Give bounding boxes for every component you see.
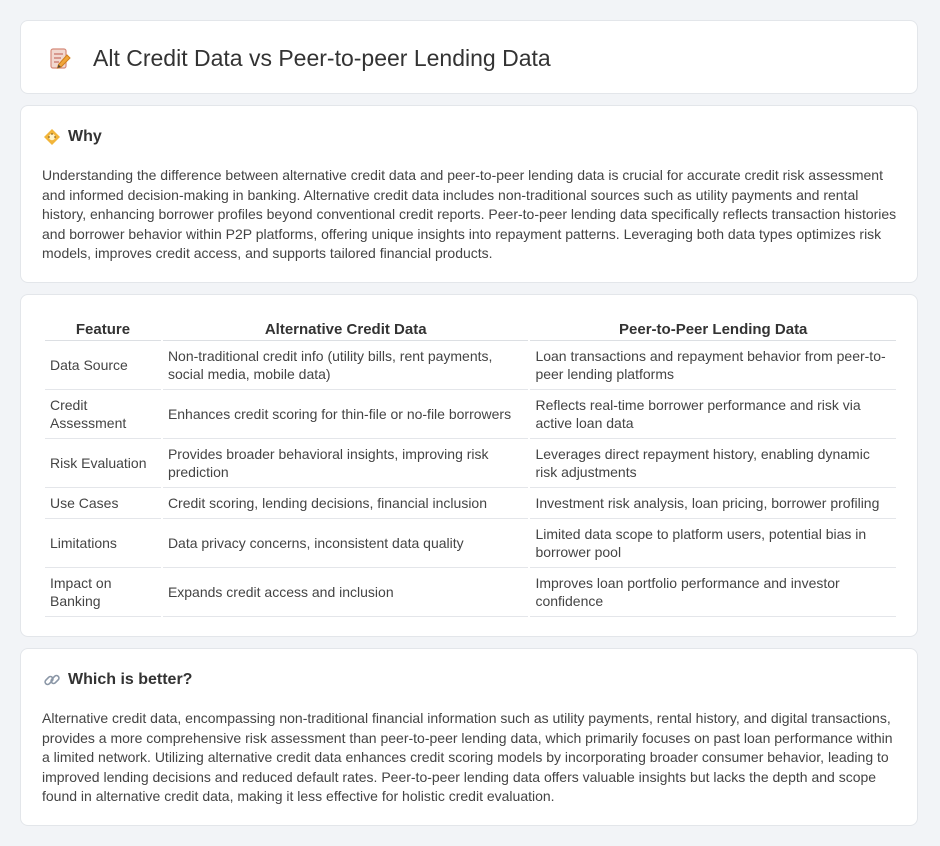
table-row [45,390,896,439]
table-row [45,519,896,568]
link-icon [43,671,61,689]
why-body: Understanding the difference between alternative credit data and peer-to-peer lending data is crucial for accurate credit risk assessment and informed decision-making in banking. Alternative credit data includes non-traditional sources such as utility payments and rental history, enhancing borrower profiles beyond conventional credit reports. Peer-to-peer lending data specifically reflects transaction histories and borrower behavior within P2P platforms, offering unique insights into repayment patterns. Leveraging both data types optimizes risk models, improves credit access, and supports tailored financial products. [42,167,897,262]
cell-feature: Risk Evaluation [45,439,161,488]
cell-feature: Limitations [45,519,161,568]
which-is-better-body: Alternative credit data, encompassing non-traditional financial information such as utility payments, rental history, and digital transactions, provides a more comprehensive risk assessment than peer-to-peer lending data, which primarily focuses on past loan performance within a limited network. Utilizing alternative credit data enhances credit scoring models by incorporating broader consumer behavior, leading to improved lending decisions and reduced default rates. Peer-to-peer lending data offers valuable insights but lacks the depth and scope found in alternative credit data, making it less effective for holistic credit evaluation. [42,710,893,805]
title-card [20,20,918,94]
cell-alternative: Credit scoring, lending decisions, financial inclusion [163,488,529,519]
why-section [20,105,918,283]
header-p2p-lending: Peer-to-Peer Lending Data [530,315,896,341]
cell-p2p: Leverages direct repayment history, enabling dynamic risk adjustments [530,439,896,488]
table-header-row [45,315,896,341]
comparison-table [43,315,898,617]
table-row [45,439,896,488]
cell-feature: Data Source [45,341,161,390]
bulb-icon [43,128,61,146]
header-feature: Feature [45,315,161,341]
cell-p2p: Improves loan portfolio performance and investor confidence [530,568,896,617]
cell-alternative: Non-traditional credit info (utility bills, rent payments, social media, mobile data) [163,341,529,390]
table-row [45,488,896,519]
cell-p2p: Loan transactions and repayment behavior from peer-to-peer lending platforms [530,341,896,390]
cell-p2p: Limited data scope to platform users, potential bias in borrower pool [530,519,896,568]
page-title: Alt Credit Data vs Peer-to-peer Lending Data [93,45,551,71]
which-is-better-heading: Which is better? [68,671,193,688]
header-alternative-credit: Alternative Credit Data [163,315,529,341]
cell-feature: Use Cases [45,488,161,519]
why-heading: Why [68,128,102,145]
which-is-better-section [20,648,918,826]
cell-alternative: Enhances credit scoring for thin-file or no-file borrowers [163,390,529,439]
cell-alternative: Provides broader behavioral insights, improving risk prediction [163,439,529,488]
table-row [45,341,896,390]
cell-feature: Impact on Banking [45,568,161,617]
document-pencil-icon [47,46,73,72]
cell-feature: Credit Assessment [45,390,161,439]
comparison-card [20,294,918,637]
table-row [45,568,896,617]
cell-p2p: Reflects real-time borrower performance and risk via active loan data [530,390,896,439]
cell-alternative: Data privacy concerns, inconsistent data quality [163,519,529,568]
cell-p2p: Investment risk analysis, loan pricing, borrower profiling [530,488,896,519]
cell-alternative: Expands credit access and inclusion [163,568,529,617]
